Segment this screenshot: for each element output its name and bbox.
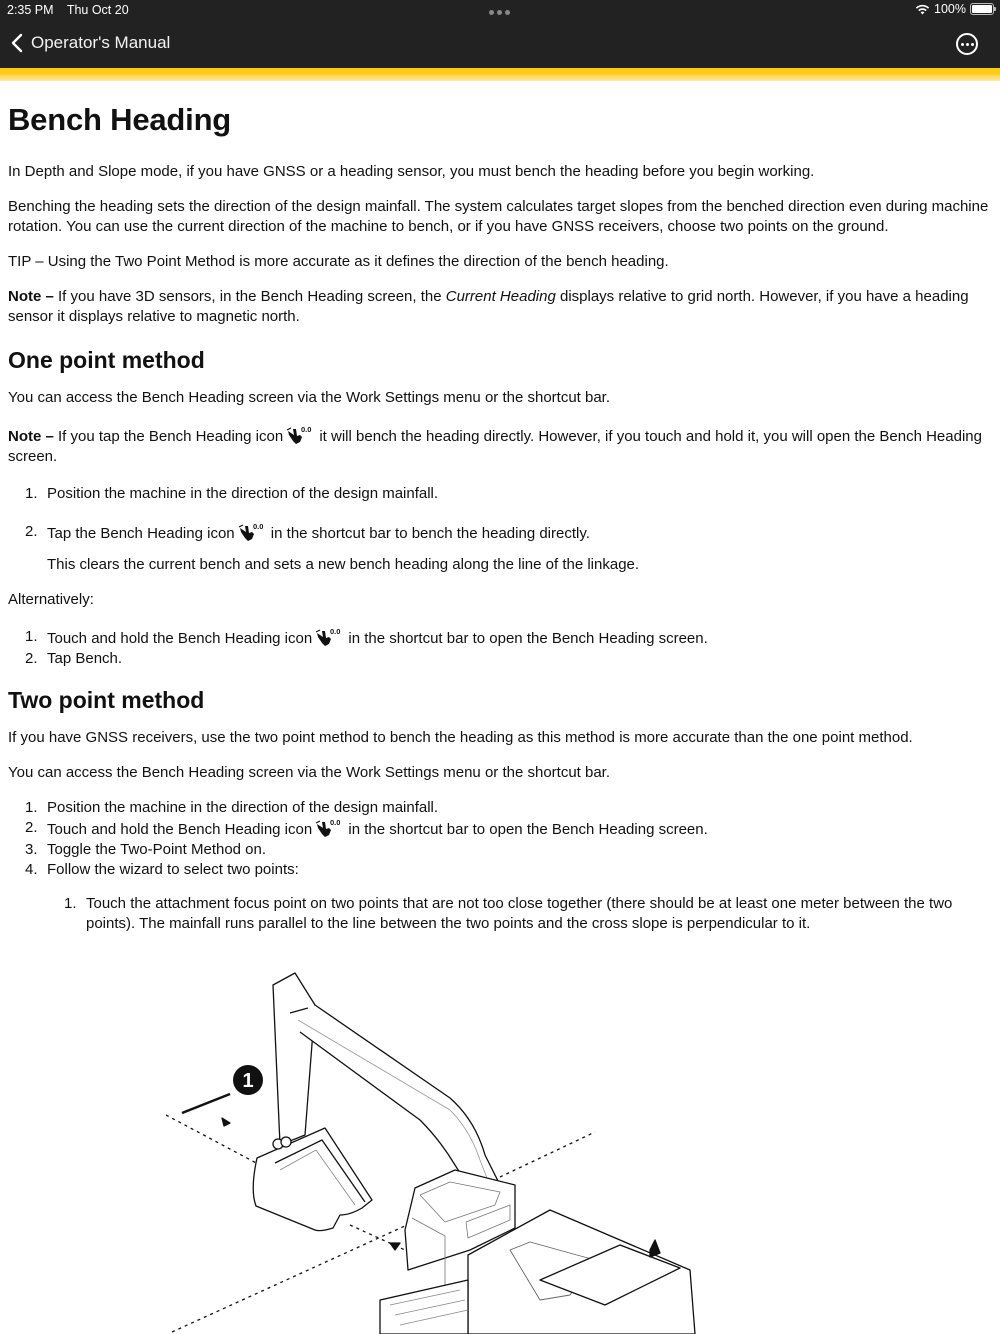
list-item: 1. Touch the attachment focus point on two points that are not too close together (there should be at least one meter between the two points). The mainfall runs parallel to the line between the two points and the cross slope is perpendicular to it. xyxy=(64,895,953,932)
note-3d-sensors: Note – If you have 3D sensors, in the Bench Heading screen, the Current Heading displays relative to grid north. However, if you have a heading sensor it displays relative to magnetic north. xyxy=(8,288,969,325)
bench-heading-icon xyxy=(286,425,312,445)
page-title: Bench Heading xyxy=(8,102,232,137)
status-date: Thu Oct 20 xyxy=(66,3,129,17)
status-time: 2:35 PM xyxy=(7,3,54,17)
one-point-note: Note – If you tap the Bench Heading icon it will bench the heading directly. However, if you touch and hold it, you will open the Bench Heading screen. xyxy=(8,425,992,467)
two-point-steps xyxy=(8,798,992,880)
list-item: 2. Touch and hold the Bench Heading icon in the shortcut bar to open the Bench Heading screen. xyxy=(25,819,708,838)
battery-icon xyxy=(970,3,994,15)
two-point-intro: If you have GNSS receivers, use the two point method to bench the heading as this method is more accurate than the one point method. xyxy=(8,729,913,746)
ellipsis-icon xyxy=(961,43,964,46)
list-item: 3. Toggle the Two-Point Method on. xyxy=(25,841,267,858)
battery-percent: 100% xyxy=(934,2,966,16)
wifi-icon xyxy=(915,4,930,15)
callout-number: 1 xyxy=(242,1070,254,1092)
step-followup: This clears the current bench and sets a new bench heading along the line of the linkage. xyxy=(47,556,640,573)
list-item: 2. Tap Bench. xyxy=(25,650,123,667)
article xyxy=(8,100,992,934)
note-label: Note – xyxy=(8,428,54,445)
section-heading-one-point: One point method xyxy=(8,347,205,373)
current-heading-term: Current Heading xyxy=(445,288,556,305)
alternatively-label: Alternatively: xyxy=(8,591,94,608)
intro-paragraph-2: Benching the heading sets the direction of the design mainfall. The system calculates target slopes from the benched direction even during machine rotation. You can use the current direction of the machine to bench, or if you have GNSS receivers, choose two points on the ground. xyxy=(8,198,989,235)
list-item: 1. Position the machine in the direction of the design mainfall. xyxy=(25,485,439,502)
bench-heading-icon xyxy=(238,522,264,542)
bench-heading-icon xyxy=(315,627,341,647)
alt-steps xyxy=(8,627,992,669)
section-heading-two-point: Two point method xyxy=(8,687,205,713)
list-item: 1. Position the machine in the direction of the design mainfall. xyxy=(25,799,439,816)
excavator-illustration xyxy=(150,960,710,1334)
list-item: 2. Tap the Bench Heading icon in the shortcut bar to bench the heading directly. xyxy=(25,523,590,542)
two-point-sub-steps xyxy=(8,894,992,934)
one-point-steps xyxy=(8,484,992,544)
accent-band xyxy=(0,68,1000,81)
one-point-access: You can access the Bench Heading screen via the Work Settings menu or the shortcut bar. xyxy=(8,389,611,406)
note-label: Note – xyxy=(8,288,54,305)
list-item: 1. Touch and hold the Bench Heading icon in the shortcut bar to open the Bench Heading screen. xyxy=(25,628,708,647)
status-bar xyxy=(7,3,139,17)
back-button[interactable] xyxy=(11,33,170,53)
bench-heading-icon xyxy=(315,818,341,838)
list-item: 4. Follow the wizard to select two points: xyxy=(25,861,299,878)
intro-paragraph-1: In Depth and Slope mode, if you have GNSS or a heading sensor, you must bench the heading before you begin working. xyxy=(8,163,815,180)
chevron-left-icon xyxy=(11,33,23,53)
back-button-label: Operator's Manual xyxy=(31,33,171,52)
status-right xyxy=(915,2,994,16)
multitasking-dots-icon[interactable] xyxy=(489,10,510,15)
two-point-access: You can access the Bench Heading screen via the Work Settings menu or the shortcut bar. xyxy=(8,764,611,781)
top-bar xyxy=(0,0,1000,68)
tip-paragraph: TIP – Using the Two Point Method is more accurate as it defines the direction of the bench heading. xyxy=(8,253,669,270)
more-options-button[interactable] xyxy=(956,33,978,55)
